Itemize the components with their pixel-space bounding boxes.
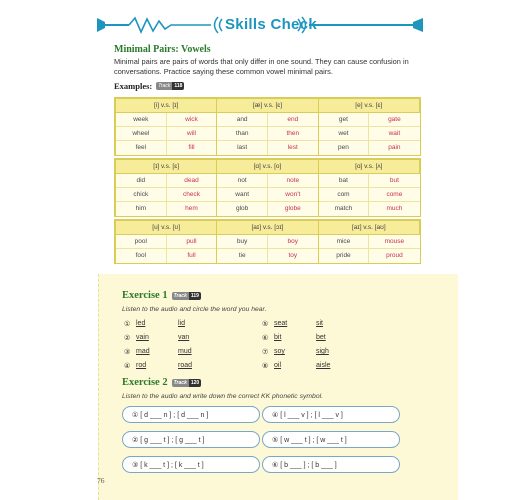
table-cell: pool [116, 235, 167, 249]
examples-label: Examples: [114, 81, 153, 91]
table-row [116, 235, 420, 249]
table-cell: fill [166, 141, 217, 155]
table-cell: lest [267, 141, 318, 155]
exercise-2-instruction: Listen to the audio and write down the correct KK phonetic symbol. [122, 393, 323, 400]
item-number: ⑧ [262, 363, 269, 370]
word-choice-a[interactable]: rod [136, 362, 147, 369]
exercise-1-title [122, 290, 201, 301]
table-cell: wait [369, 127, 420, 141]
table-cell: boy [267, 235, 318, 249]
word-choice-a[interactable]: mad [136, 348, 150, 355]
table-cell: will [166, 127, 217, 141]
minimal-pairs-table-2 [114, 158, 421, 217]
audio-track-badge[interactable] [172, 292, 201, 300]
table-cell: chick [116, 188, 167, 202]
word-choice-a[interactable]: oil [274, 362, 282, 369]
track-word: Track [173, 292, 187, 299]
table-cell: proud [369, 249, 420, 263]
table-cell: last [217, 141, 268, 155]
table-cell: not [217, 174, 268, 188]
table-cell: wheel [116, 127, 167, 141]
minimal-pairs-table-3 [114, 219, 421, 264]
table-cell: week [116, 113, 167, 127]
word-choice-b[interactable]: mud [178, 348, 192, 355]
audio-track-badge[interactable] [156, 82, 184, 90]
table-cell: tie [217, 249, 268, 263]
table-row [116, 174, 420, 188]
table-header: [ɑ] v.s. [ʌ] [318, 160, 419, 174]
table-cell: pain [369, 141, 420, 155]
list-item [262, 362, 330, 370]
track-number: 118 [174, 83, 183, 89]
table-cell: toy [267, 249, 318, 263]
table-row [116, 127, 420, 141]
table-cell: but [369, 174, 420, 188]
table-row [116, 249, 420, 263]
item-number: ⑦ [262, 349, 269, 356]
table-cell: gate [369, 113, 420, 127]
table-header: [i] v.s. [ɪ] [116, 99, 217, 113]
table-cell: match [318, 202, 369, 216]
table-cell: did [116, 174, 167, 188]
table-cell: check [166, 188, 217, 202]
list-item [262, 334, 326, 342]
table-cell: mouse [369, 235, 420, 249]
list-item [124, 334, 189, 342]
audio-track-badge[interactable] [172, 379, 202, 387]
table-cell: com [318, 188, 369, 202]
table-row [116, 202, 420, 216]
table-cell: want [217, 188, 268, 202]
word-choice-b[interactable]: van [178, 334, 190, 341]
table-cell: pride [318, 249, 369, 263]
table-cell: get [318, 113, 369, 127]
item-number: ② [124, 335, 131, 342]
table-cell: bat [318, 174, 369, 188]
skills-check-banner [95, 14, 425, 36]
table-cell: glob [217, 202, 268, 216]
table-cell: fool [116, 249, 167, 263]
item-number: ① [124, 321, 131, 328]
list-item [262, 348, 329, 356]
table-cell: buy [217, 235, 268, 249]
table-row [116, 141, 420, 155]
table-cell: come [369, 188, 420, 202]
list-item [124, 320, 185, 328]
table-header: [u] v.s. [ʊ] [116, 221, 217, 235]
item-number: ③ [124, 349, 131, 356]
list-item [124, 348, 192, 356]
exercise-2-heading: Exercise 2 [122, 377, 168, 388]
table-cell: dead [166, 174, 217, 188]
page-number: 76 [97, 476, 105, 485]
section-title: Minimal Pairs: Vowels [114, 44, 211, 55]
phonetic-answer-field[interactable]: ② [ g ___ t ] ; [ g ___ t ] [122, 431, 260, 448]
exercise-1-instruction: Listen to the audio and circle the word you hear. [122, 306, 267, 313]
table-header: [ɪ] v.s. [ɛ] [116, 160, 217, 174]
word-choice-b[interactable]: sit [316, 320, 323, 327]
track-word: Track [158, 83, 171, 89]
word-choice-b[interactable]: aisle [316, 362, 331, 369]
word-choice-a[interactable]: soy [274, 348, 285, 355]
table-cell: end [267, 113, 318, 127]
list-item [124, 362, 192, 370]
table-cell: him [116, 202, 167, 216]
table-cell: pen [318, 141, 369, 155]
table-cell: note [267, 174, 318, 188]
intro-paragraph: Minimal pairs are pairs of words that only differ in one sound. They can cause confusion in conversations. Practice saying these common vowel minimal pairs. [114, 57, 409, 76]
table-header: [aɪ] v.s. [ɔɪ] [217, 221, 318, 235]
word-choice-b[interactable]: bet [316, 334, 326, 341]
word-choice-a[interactable]: bit [274, 334, 282, 341]
track-word: Track [173, 379, 187, 386]
page-title: Skills Check [225, 15, 317, 33]
table-row [116, 188, 420, 202]
exercise-1-heading: Exercise 1 [122, 290, 168, 301]
table-header: [æ] v.s. [ɛ] [217, 99, 318, 113]
track-number: 120 [190, 379, 200, 386]
table-cell: won't [267, 188, 318, 202]
phonetic-answer-field[interactable]: ⑤ [ w ___ t ] ; [ w ___ t ] [262, 431, 400, 448]
table-cell: wet [318, 127, 369, 141]
table-cell: full [166, 249, 217, 263]
exercise-2-title [122, 377, 201, 388]
word-choice-a[interactable]: vain [136, 334, 149, 341]
phonetic-answer-field[interactable]: ⑥ [ b ___ ] ; [ b ___ ] [262, 456, 400, 473]
word-choice-b[interactable]: lid [178, 320, 186, 327]
table-cell: wick [166, 113, 217, 127]
item-number: ⑥ [262, 335, 269, 342]
table-cell: much [369, 202, 420, 216]
word-choice-b[interactable]: road [178, 362, 193, 369]
table-cell: globe [267, 202, 318, 216]
table-cell: mice [318, 235, 369, 249]
table-header: [aɪ] v.s. [aʊ] [318, 221, 419, 235]
list-item [262, 320, 323, 328]
table-row [116, 113, 420, 127]
phonetic-answer-field[interactable]: ① [ d ___ n ] ; [ d ___ n ] [122, 406, 260, 423]
track-number: 119 [190, 292, 199, 299]
table-cell: than [217, 127, 268, 141]
table-cell: feel [116, 141, 167, 155]
table-header: [e] v.s. [ɛ] [318, 99, 419, 113]
word-choice-b[interactable]: sigh [316, 348, 329, 355]
table-cell: hem [166, 202, 217, 216]
examples-row [114, 81, 184, 91]
table-cell: then [267, 127, 318, 141]
table-header: [ɑ] v.s. [o] [217, 160, 318, 174]
table-cell: and [217, 113, 268, 127]
table-cell: pull [166, 235, 217, 249]
word-choice-a[interactable]: led [136, 320, 146, 327]
item-number: ④ [124, 363, 131, 370]
minimal-pairs-table-1 [114, 97, 421, 156]
item-number: ⑤ [262, 321, 269, 328]
phonetic-answer-field[interactable]: ③ [ k ___ t ] ; [ k ___ t ] [122, 456, 260, 473]
phonetic-answer-field[interactable]: ④ [ l ___ v ] ; [ l ___ v ] [262, 406, 400, 423]
word-choice-a[interactable]: seat [274, 320, 288, 327]
